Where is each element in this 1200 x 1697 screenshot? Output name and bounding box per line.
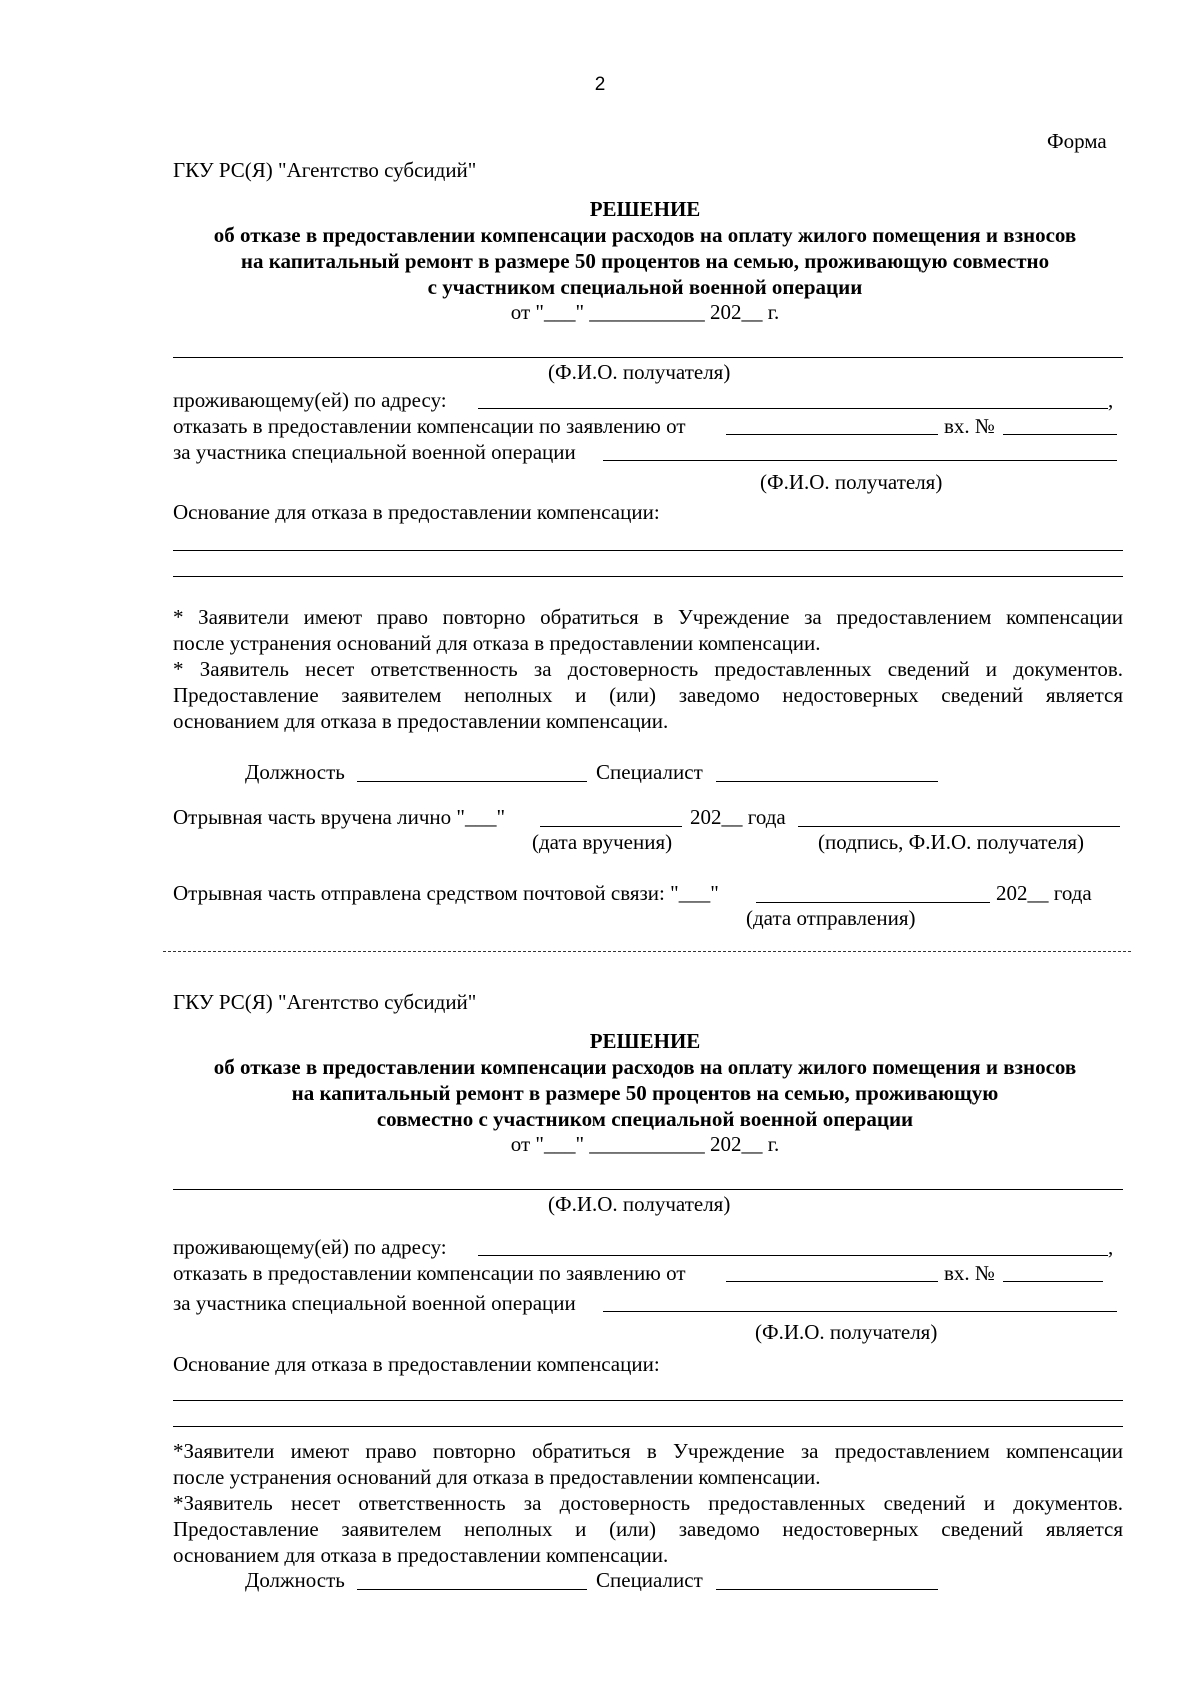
decision-subtitle-2-line-2: на капитальный ремонт в размере 50 процентов на семью, проживающую [291, 1081, 999, 1105]
refuse-label-2: отказать в предоставлении компенсации по заявлению от [173, 1261, 686, 1285]
decision-date-line: от "___" ___________ 202__ г. [510, 300, 780, 324]
handed-year-label: 202__ года [690, 805, 786, 829]
form-label: Форма [1047, 129, 1107, 153]
specialist-field-2[interactable] [716, 1589, 938, 1590]
footnote-2-1-line-1: *Заявители имеют право повторно обратиться в Учреждение за предоставлением компенсации [173, 1439, 1123, 1463]
incoming-number-field[interactable] [1003, 434, 1117, 435]
application-date-field-2[interactable] [726, 1281, 938, 1282]
decision-date-line-2: от "___" ___________ 202__ г. [510, 1132, 780, 1156]
agency-name-2: ГКУ РС(Я) "Агентство субсидий" [173, 990, 477, 1014]
footnote-2-2-line-2: Предоставление заявителем неполных и (или) заведомо недостоверных сведений является [173, 1517, 1123, 1541]
handed-date-field[interactable] [540, 826, 682, 827]
decision-title: РЕШЕНИЕ [589, 197, 701, 221]
refusal-reason-label: Основание для отказа в предоставлении компенсации: [173, 500, 660, 524]
specialist-field[interactable] [716, 781, 938, 782]
refusal-reason-line-1[interactable] [173, 550, 1123, 551]
handed-signature-field[interactable] [798, 826, 1120, 827]
incoming-number-label-2: вх. № [944, 1261, 995, 1285]
participant-name-caption: (Ф.И.О. получателя) [760, 470, 943, 494]
mailed-date-field[interactable] [756, 902, 990, 903]
decision-subtitle-line-1: об отказе в предоставлении компенсации расходов на оплату жилого помещения и взносов [213, 223, 1077, 247]
refusal-reason-label-2: Основание для отказа в предоставлении компенсации: [173, 1352, 660, 1376]
recipient-name-field-2[interactable] [173, 1189, 1123, 1190]
recipient-name-caption-2: (Ф.И.О. получателя) [548, 1192, 731, 1216]
decision-title-2: РЕШЕНИЕ [589, 1029, 701, 1053]
recipient-name-field[interactable] [173, 357, 1123, 358]
specialist-label-2: Специалист [596, 1568, 703, 1592]
position-label: Должность [245, 760, 345, 784]
address-comma-2: , [1108, 1235, 1114, 1259]
participant-name-field[interactable] [603, 460, 1117, 461]
handed-personally-label: Отрывная часть вручена лично "___" [173, 805, 506, 829]
incoming-number-field-2[interactable] [1003, 1281, 1103, 1282]
footnote-2-line-3: основанием для отказа в предоставлении компенсации. [173, 709, 669, 733]
participant-label: за участника специальной военной операции [173, 440, 576, 464]
handed-signature-caption: (подпись, Ф.И.О. получателя) [818, 830, 1085, 854]
footnote-2-line-1: * Заявитель несет ответственность за достоверность предоставленных сведений и документов. [173, 657, 1123, 681]
mailed-label: Отрывная часть отправлена средством почтовой связи: "___" [173, 881, 719, 905]
refusal-reason-line-2-2[interactable] [173, 1426, 1123, 1427]
agency-name: ГКУ РС(Я) "Агентство субсидий" [173, 158, 477, 182]
participant-label-2: за участника специальной военной операции [173, 1291, 576, 1315]
tear-off-cut-line [163, 951, 1131, 952]
footnote-2-line-2: Предоставление заявителем неполных и (или) заведомо недостоверных сведений является [173, 683, 1123, 707]
position-field-2[interactable] [357, 1589, 587, 1590]
handed-date-caption: (дата вручения) [532, 830, 673, 854]
footnote-2-1-line-2: после устранения оснований для отказа в предоставлении компенсации. [173, 1465, 821, 1489]
participant-name-caption-2: (Ф.И.О. получателя) [755, 1320, 938, 1344]
address-label: проживающему(ей) по адресу: [173, 388, 447, 412]
decision-subtitle-2-line-1: об отказе в предоставлении компенсации расходов на оплату жилого помещения и взносов [213, 1055, 1077, 1079]
decision-subtitle-2-line-3: совместно с участником специальной военной операции [376, 1107, 914, 1131]
mailed-year-label: 202__ года [996, 881, 1092, 905]
page-number: 2 [594, 74, 606, 95]
footnote-block [173, 604, 1123, 734]
address-label-2: проживающему(ей) по адресу: [173, 1235, 447, 1259]
incoming-number-label: вх. № [944, 414, 995, 438]
decision-subtitle-line-2: на капитальный ремонт в размере 50 процентов на семью, проживающую совместно [240, 249, 1050, 273]
mailed-date-caption: (дата отправления) [746, 906, 916, 930]
footnote-2-2-line-3: основанием для отказа в предоставлении компенсации. [173, 1543, 669, 1567]
decision-subtitle-line-3: с участником специальной военной операции [427, 275, 863, 299]
address-field[interactable] [478, 408, 1108, 409]
position-field[interactable] [357, 781, 587, 782]
refusal-reason-line-2[interactable] [173, 576, 1123, 577]
footnote-1-line-1: * Заявители имеют право повторно обратиться в Учреждение за предоставлением компенсации [173, 605, 1123, 629]
footnote-block-2 [173, 1438, 1123, 1568]
address-comma: , [1108, 388, 1114, 412]
participant-name-field-2[interactable] [603, 1311, 1117, 1312]
address-field-2[interactable] [478, 1255, 1108, 1256]
application-date-field[interactable] [726, 434, 938, 435]
footnote-1-line-2: после устранения оснований для отказа в предоставлении компенсации. [173, 631, 821, 655]
refuse-label: отказать в предоставлении компенсации по заявлению от [173, 414, 686, 438]
footnote-2-2-line-1: *Заявитель несет ответственность за достоверность предоставленных сведений и документов. [173, 1491, 1123, 1515]
specialist-label: Специалист [596, 760, 703, 784]
refusal-reason-line-2-1[interactable] [173, 1400, 1123, 1401]
recipient-name-caption: (Ф.И.О. получателя) [548, 360, 731, 384]
position-label-2: Должность [245, 1568, 345, 1592]
